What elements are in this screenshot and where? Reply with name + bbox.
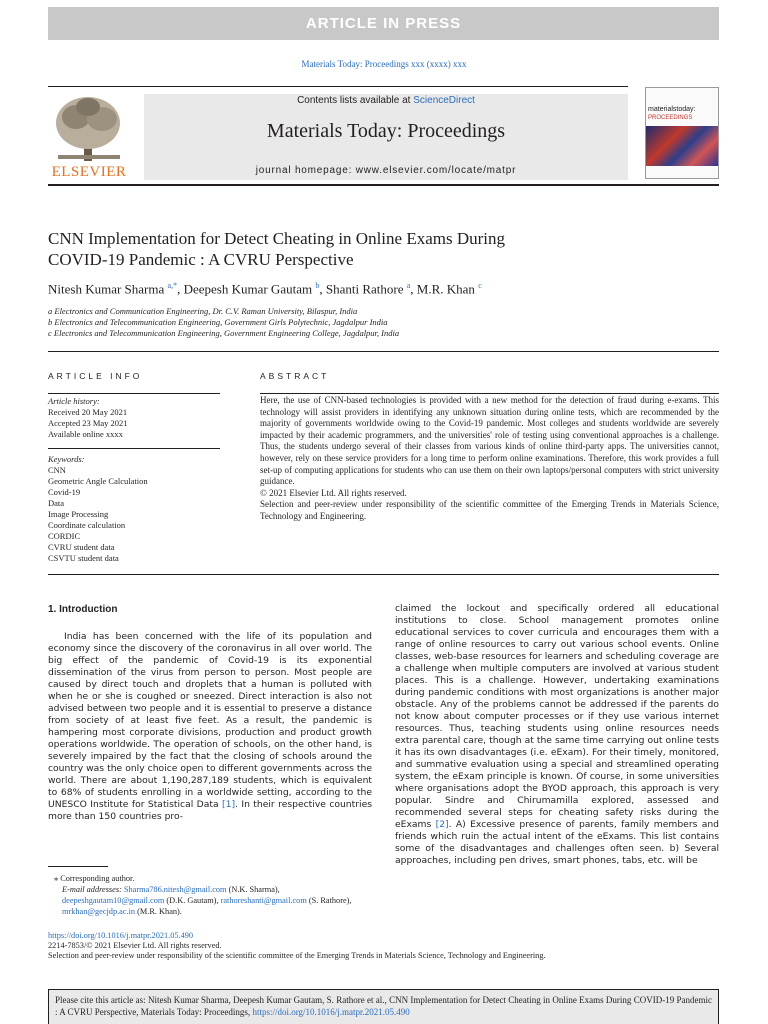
email-link[interactable]: deepeshgautam10@gmail.com — [62, 896, 165, 905]
keyword: Data — [48, 498, 65, 508]
intro-left-column: India has been concerned with the life of its population and economy since the discovery of the coronavirus in all over world. The big effect of the pandemic of Covid-19 is its exponential dissemination of the virus from person to person. Most people are caused by direct touch and droplets that a human is polluted with when he or she is coughed or sneezed. Direct interaction is also not advised between two people and it is essential to preserve a distance from society of at least five feet. As a result, the pandemic is hampering most corporate divisions, production and product growth operations worldwide. The operation of schools, on the other hand, is severely impaired by the fact that the closing of schools around the country was the only choice open to different governments across the world. There are about 1,190,287,189 students, which is equivalent to 68% of students enrolling in a worldwide setting, according to the UNESCO Institute for Statistical Data [1]. In their respective countries more than 150 countries pro- — [48, 631, 373, 822]
keyword: Covid-19 — [48, 487, 81, 497]
keyword: CSVTU student data — [48, 553, 119, 563]
author-list: Nitesh Kumar Sharma $^{a,*}$, Deepesh Kumar Gautam $^b$, Shanti Rathore $^a$, M.R. Khan $^c$ — [48, 281, 482, 297]
affiliation-c: c Electronics and Telecommunication Engineering, Government Engineering College, Jagdalpur, India — [48, 328, 400, 338]
section-rule — [48, 351, 719, 352]
author-affiliation-mark[interactable]: b — [315, 281, 320, 290]
history-label: Article history: — [48, 396, 100, 406]
sciencedirect-link[interactable]: ScienceDirect — [413, 95, 475, 106]
info-rule — [48, 393, 220, 394]
citation-box — [48, 989, 719, 1024]
elsevier-wordmark: ELSEVIER — [51, 164, 127, 180]
history-received: Received 20 May 2021 — [48, 407, 128, 417]
email-addresses: E-mail addresses: Sharma786.nitesh@gmail.com (N.K. Sharma), deepeshgautam10@gmail.com (D.K. Gautam), rathoreshanti@gmail.com (S. Rathore), mrkhan@gecjdp.ac.in (M.R. Khan). — [62, 885, 352, 916]
keywords-label: Keywords: — [48, 454, 85, 464]
citation-link[interactable]: [1] — [222, 799, 236, 810]
email-link[interactable]: Sharma786.nitesh@gmail.com — [123, 885, 227, 894]
intro-right-column: claimed the lockout and specifically ordered all educational institutions to close. School management promotes online educational services to cover curricula and encourages them with a range of online resources to carry out various school events. Online classes, web-base resources for learners and scheduling coverage are a challenge when multiple computers are involved at various student places. This is a challenge. However, undertaking examinations during pandemic conditions with most organizations is another major obstacle. Any of the problems cannot be addressed if the parents do not know about computer processes or if they use various internet resources. Thus, teaching students using online resources needs extra parental care, though at the same time carrying out online tests it has its own disadvantages (i.e. eExam). For their timely, monitored, and summative evaluation using a special and streamlined operating system, the eExam principle is known. Of course, in some universities where organisations adopt the BYOD approach, this approach is very popular. Sindre and Chirumamilla explored, assessed and recommended several steps for cheating safety risks during the eExams [2]. A) Excessive presence of parents, family members and friends which ruin the actual intent of the eExams. This list contains some of the disadvantages and challenges often seen. b) Several approaches, including pen drives, smart phones, tabs, etc. will be — [395, 603, 720, 866]
citation-text: Please cite this article as: Nitesh Kumar Sharma, Deepesh Kumar Gautam, S. Rathore et al., CNN Implementation for Detect Cheating in Online Exams During COVID-19 Pandemic : A CVRU Perspective, Materials Today: Proceedings, — [55, 995, 712, 1017]
issn-line: 2214-7853/© 2021 Elsevier Ltd. All rights reserved. — [48, 941, 222, 950]
abstract-heading: ABSTRACT — [260, 371, 330, 381]
introduction-heading: 1. Introduction — [48, 604, 118, 615]
author-affiliation-mark[interactable]: a — [406, 281, 411, 290]
email-link[interactable]: mrkhan@gecjdp.ac.in — [62, 907, 136, 916]
corresponding-author: ⁎ Corresponding author. — [54, 874, 135, 883]
citation-link[interactable]: [2] — [435, 819, 449, 830]
abstract-peer-review: Selection and peer-review under responsibility of the scientific committee of the Emerging Trends in Materials Science, Technology and Engineering. — [260, 499, 719, 521]
abstract-text — [260, 395, 719, 523]
keyword: Coordinate calculation — [48, 520, 126, 530]
footnote-rule — [48, 866, 108, 867]
keywords-list — [48, 454, 148, 564]
contents-available — [144, 95, 628, 106]
keyword: Geometric Angle Calculation — [48, 476, 148, 486]
footnote — [48, 873, 372, 917]
affiliation-b: b Electronics and Telecommunication Engineering, Government Girls Polytechnic, Jagdalpur India — [48, 317, 388, 327]
doi-block — [48, 931, 546, 961]
keyword: CORDIC — [48, 531, 81, 541]
keyword: CNN — [48, 465, 66, 475]
keyword: CVRU student data — [48, 542, 115, 552]
cover-artwork — [646, 126, 718, 166]
article-info-heading: ARTICLE INFO — [48, 371, 143, 381]
paper-title: CNN Implementation for Detect Cheating in Online Exams During COVID-19 Pandemic : A CVRU Perspective — [48, 229, 506, 269]
author-name: Deepesh Kumar Gautam — [183, 281, 313, 297]
section-rule — [48, 574, 719, 575]
doi-link[interactable]: https://doi.org/10.1016/j.matpr.2021.05.490 — [48, 931, 194, 940]
header-rule-bottom — [48, 184, 719, 186]
history-accepted: Accepted 23 May 2021 — [48, 418, 128, 428]
author-name: M.R. Khan — [416, 281, 475, 297]
history-online: Available online xxxx — [48, 429, 123, 439]
article-history — [48, 396, 128, 440]
abstract-rule — [260, 393, 719, 394]
doi-peer-review: Selection and peer-review under responsibility of the scientific committee of the Emerging Trends in Materials Science, Technology and Engineering. — [48, 951, 546, 960]
affiliation-a: a Electronics and Communication Engineering, Dr. C.V. Raman University, Bilaspur, India — [48, 306, 358, 316]
author-affiliation-mark[interactable]: a,* — [167, 281, 178, 290]
author-name: Shanti Rathore — [325, 281, 404, 297]
email-link[interactable]: rathoreshanti@gmail.com — [220, 896, 307, 905]
header-rule-top — [48, 86, 628, 87]
journal-title: Materials Today: Proceedings — [266, 120, 506, 142]
abstract-body: Here, the use of CNN-based technologies is provided with a new method for the detection of fraud during e-exams. This technology will assist providers in identifying any unknown situation during online tests, which are recommended by the majority of governments worldwide owing to the Covid-19 pandemic. Most colleges and students worldwide are severely impacted by their academic programmers, and the universities' role of testing using conventional approaches is a challenge. Thus, the students undergo several of their classes from various kinds of online third-party apps. The universities cannot, however, rely on these service providers for a long time to perform online examinations. Therefore, this work provides a full set-up of computing applications for students who can use them on their own laptops/personal computers with strict university guidance. — [260, 395, 719, 487]
journal-homepage[interactable]: journal homepage: www.elsevier.com/locate/matpr — [255, 165, 517, 176]
cover-subtitle: PROCEEDINGS — [648, 115, 693, 121]
abstract-copyright: © 2021 Elsevier Ltd. All rights reserved. — [260, 487, 407, 498]
author-affiliation-mark[interactable]: c — [478, 281, 482, 290]
contents-prefix: Contents lists available at — [297, 95, 414, 106]
article-in-press-banner: ARTICLE IN PRESS — [48, 7, 719, 40]
journal-reference[interactable]: Materials Today: Proceedings xxx (xxxx) xxx — [301, 59, 467, 69]
keyword: Image Processing — [48, 509, 109, 519]
journal-cover-image — [645, 87, 719, 179]
info-rule — [48, 448, 220, 449]
author-name: Nitesh Kumar Sharma — [48, 281, 165, 297]
cover-title: materialstoday: PROCEEDINGS — [648, 106, 696, 121]
citation-doi-link[interactable]: https://doi.org/10.1016/j.matpr.2021.05.490 — [252, 1007, 410, 1017]
